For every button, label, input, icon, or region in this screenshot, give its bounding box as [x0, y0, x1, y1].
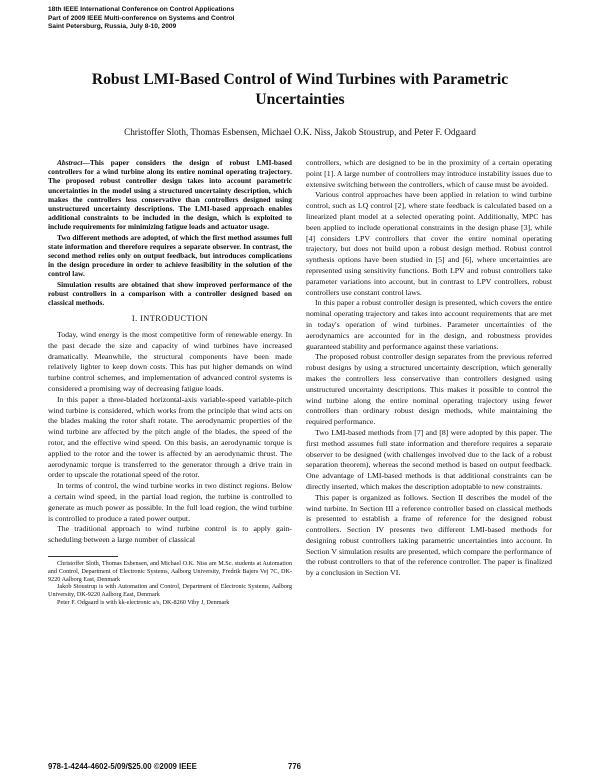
intro-paragraph-2: In this paper a three-bladed horizontal-axis variable-speed variable-pitch wind turbine is considered, which works from the principle that wind acts on the blades making the rotor shaft rotate. The aerodynamic properties of the wind turbine are affected by the pitch angle of the blades, the speed of the rotor, and the effective wind speed. On this basis, an aerodynamic torque is applied to the rotor and the tower is affected by an aerodynamic thrust. The aerodynamic torque is transferred to the generator through a drive train in order to upscale the rotational speed of the rotor. [48, 394, 292, 480]
right-paragraph-1: controllers, which are designed to be in the proximity of a certain operating point [1]. A large number of controllers may introduce instability issues due to extensive switching between the controllers, which of cause must be avoided. [306, 158, 552, 189]
section-heading-introduction: I. INTRODUCTION [131, 314, 209, 324]
right-paragraph-2: Various control approaches have been applied in relation to wind turbine control, such as LQ control [2], where state feedback is calculated based on a linearized plant model at a selected operating point. Additionally, MPC has been applied to include operational constraints in the design phase [3], while [4] considers LPV controllers that cover the entire nominal operating trajectory, but does not build upon a robust design method. Robust control synthesis options have been studied in [5] and [6], where uncertainties are represented using sensitivity functions. Both LPV and robust controllers take parameter variations into account, but in contrast to LPV controllers, robust controllers use constant control laws. [306, 190, 552, 297]
right-paragraph-4: The proposed robust controller design separates from the previous referred robust designs by using a structured uncertainty description, which generally makes the controllers less conservative than controllers designed using unstructured uncertainty descriptions. This makes it possible to control the wind turbine along the entire nominal operating trajectory using fewer controllers than ordinary robust design methods, while maintaining the required performance. [306, 352, 552, 427]
conference-header [48, 6, 235, 32]
conference-line-3: Saint Petersburg, Russia, July 8-10, 2009 [48, 23, 177, 31]
paper-title [60, 70, 540, 110]
abstract-paragraph-1: This paper considers the design of robust LMI-based controllers for a wind turbine along its entire nominal operating trajectory. The proposed robust controller design takes into account parametric uncertainties in the model using a structured uncertainty description, which makes the controllers less conservative than controllers designed using unstructured uncertainty descriptions. The LMI-based approach enables additional constraints to be included in the design, which is exploited to include requirements for minimizing fatigue loads and actuator usage. [48, 158, 292, 232]
right-paragraph-3: In this paper a robust controller design is presented, which covers the entire nominal operating trajectory and takes into account requirements that are met in today's operation of wind turbines. Parameter uncertainties of the aerodynamics are accounted for in the design, and robustness provides guaranteed stability and performance against these variations. [306, 298, 552, 351]
intro-paragraph-4: The traditional approach to wind turbine control is to apply gain-scheduling between a large number of classical [48, 524, 292, 545]
left-column [48, 158, 292, 607]
conference-line-2: Part of 2009 IEEE Multi-conference on Systems and Control [48, 14, 235, 22]
author-list: Christoffer Sloth, Thomas Esbensen, Michael O.K. Niss, Jakob Stoustrup, and Peter F. Odgaard [124, 127, 476, 137]
abstract-paragraph-2: Two different methods are adopted, of which the first method assumes full state information and therefore requires a separate observer. In contrast, the second method relies only on output feedback, but introduces complications in the design procedure in order to achieve feasibility in the solution of the control law. [48, 232, 292, 279]
abstract: Abstract—This paper considers the design of robust LMI-based controllers for a wind turbine along its entire nominal operating trajectory. The proposed robust controller design takes into account parametric uncertainties in the model using a structured uncertainty description, which makes the controllers less conservative than controllers designed using unstructured uncertainty descriptions. The LMI-based approach enables additional constraints to be included in the design, which is exploited to include requirements for minimizing fatigue loads and actuator usage. Two different methods are adopted, of which the first method assumes full state information and therefore requires a separate observer. In contrast, the second method relies only on output feedback, but introduces complications in the design procedure in order to achieve feasibility in the solution of the control law. Simulation results are obtained that show improved performance of the robust controllers in a comparison with a controller designed based on classical methods. [48, 158, 292, 308]
footnote-3: Peter F. Odgaard is with kk-electronic a/s, DK-8260 Viby J, Denmark [57, 598, 230, 606]
title-line-1: Robust LMI-Based Control of Wind Turbines with Parametric [91, 71, 509, 88]
right-paragraph-6: This paper is organized as follows. Section II describes the model of the wind turbine. In Section III a reference controller based on classical methods is presented to establish a frame of reference for the designed robust controllers. Section IV presents two different LMI-based methods for designing robust controllers taking parametric uncertainties into account. In Section V simulation results are presented, which compare the performance of the robust controllers to that of the reference controller. The paper is finalized by a conclusion in Section VI. [306, 492, 552, 578]
intro-paragraph-3: In terms of control, the wind turbine works in two distinct regions. Below a certain wind speed, in the partial load region, the turbine is controlled to generate as much power as possible. In the full load region, the wind turbine is controlled to produce a rated power output. [48, 481, 292, 523]
footnotes [48, 560, 292, 607]
right-paragraph-5: Two LMI-based methods from [7] and [8] were adopted by this paper. The first method assumes full state information and therefore requires a separate observer to be designed (with challenges involved due to the lack of a robust separation theorem), whereas the second method is based on output feedback. One advantage of LMI-based methods is that additional constraints can be directly inserted, which makes the description adoptable to new constraints. [306, 427, 552, 491]
abstract-paragraph-3: Simulation results are obtained that show improved performance of the robust controllers in a comparison with a controller designed based on classical methods. [48, 279, 292, 308]
isbn-footer: 978-1-4244-4602-5/09/$25.00 ©2009 IEEE [48, 762, 197, 771]
footnote-1: Christoffer Sloth, Thomas Esbensen, and Michael O.K. Niss are M.Sc. students at Automation and Control, Department of Electronic Systems, Aalborg University, Fredrik Bajers Vej 7C, DK-9220 Aalborg East, Denmark [48, 559, 292, 583]
footnote-2: Jakob Stoustrup is with Automation and Control, Department of Electronic Systems, Aalborg University, DK-9220 Aalborg East, Denmark [48, 583, 292, 599]
conference-line-1: 18th IEEE International Conference on Control Applications [48, 6, 235, 13]
right-column [306, 158, 552, 579]
footnote-rule [48, 556, 118, 557]
title-line-2: Uncertainties [255, 91, 345, 108]
intro-paragraph-1: Today, wind energy is the most competitive form of renewable energy. In the past decade the size and capacity of wind turbines have increased dramatically. Meanwhile, the structural components have been made relatively lighter to keep down costs. This has put higher demands on wind turbine control schemes, and implementation of advanced control systems is considered a promising way of decreasing fatigue loads. [48, 330, 292, 394]
abstract-label: Abstract [57, 158, 83, 167]
page-number: 776 [288, 762, 302, 771]
